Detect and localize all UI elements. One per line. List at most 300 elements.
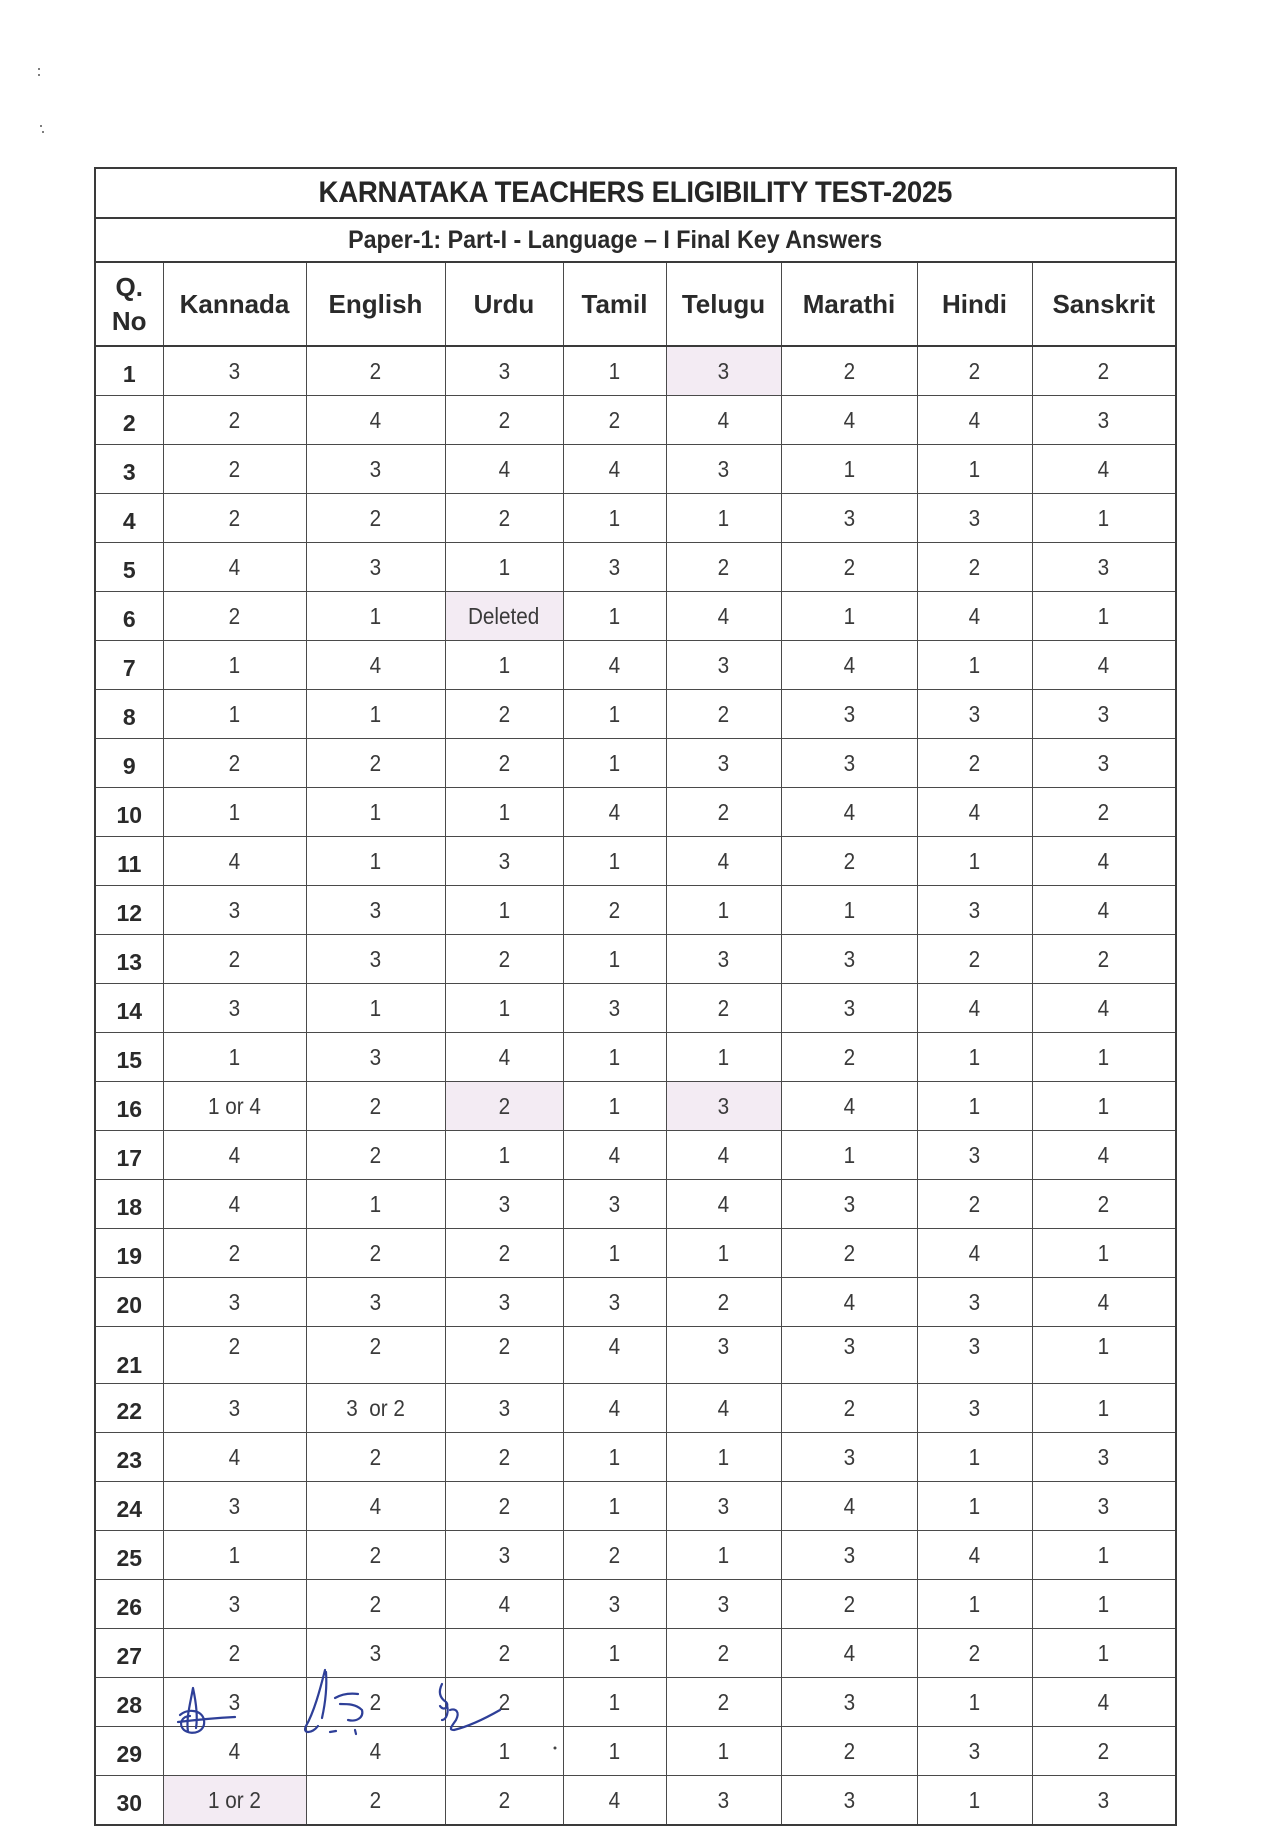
answer-cell-telugu bbox=[666, 346, 781, 396]
answer-value: 3 bbox=[369, 553, 382, 580]
answer-value: 1 bbox=[608, 1688, 621, 1715]
answer-value: 2 bbox=[369, 1141, 382, 1168]
table-row bbox=[96, 543, 1175, 592]
answer-cell-telugu bbox=[666, 837, 781, 886]
answer-cell-marathi bbox=[781, 1082, 917, 1131]
table-row bbox=[96, 886, 1175, 935]
answer-value: 3 bbox=[968, 700, 981, 727]
answer-value: 1 bbox=[608, 602, 621, 629]
answer-cell-kannada bbox=[163, 1278, 306, 1327]
answer-cell-hindi bbox=[917, 445, 1032, 494]
question-number: 3 bbox=[96, 445, 163, 494]
answer-cell-hindi bbox=[917, 1678, 1032, 1727]
answer-value: 1 bbox=[1097, 1239, 1110, 1266]
answer-value: 2 bbox=[498, 700, 510, 727]
answer-cell-urdu bbox=[445, 739, 563, 788]
answer-value: 1 bbox=[498, 1141, 510, 1168]
answer-value: 4 bbox=[608, 651, 621, 678]
answer-cell-kannada bbox=[163, 1180, 306, 1229]
answer-value: 1 bbox=[608, 1043, 621, 1070]
answer-cell-urdu bbox=[445, 1278, 563, 1327]
answer-cell-hindi bbox=[917, 1180, 1032, 1229]
answer-value: 3 bbox=[717, 1786, 730, 1813]
answer-cell-telugu bbox=[666, 886, 781, 935]
table-row bbox=[96, 1531, 1175, 1580]
answer-value: 3 bbox=[968, 1288, 981, 1315]
answer-value: 3 bbox=[968, 1394, 981, 1421]
answer-cell-tamil bbox=[563, 1180, 666, 1229]
answer-cell-marathi bbox=[781, 837, 917, 886]
answer-value: 4 bbox=[498, 1590, 510, 1617]
answer-value: 1 bbox=[717, 1443, 730, 1470]
signatures bbox=[150, 1660, 570, 1800]
answer-cell-kannada bbox=[163, 1229, 306, 1278]
answer-cell-marathi bbox=[781, 1327, 917, 1384]
answer-cell-hindi bbox=[917, 1727, 1032, 1776]
answer-value: 2 bbox=[498, 1092, 510, 1119]
answer-cell-sanskrit bbox=[1032, 445, 1175, 494]
answer-cell-kannada bbox=[163, 1327, 306, 1384]
answer-cell-kannada bbox=[163, 886, 306, 935]
answer-value: 3 bbox=[717, 945, 730, 972]
answer-value: 2 bbox=[717, 798, 730, 825]
answer-cell-kannada bbox=[163, 445, 306, 494]
answer-value: 3 bbox=[228, 1394, 241, 1421]
answer-value: 3 bbox=[608, 1190, 621, 1217]
answer-cell-sanskrit bbox=[1032, 1278, 1175, 1327]
answer-value: 1 bbox=[717, 1043, 730, 1070]
answer-value: 4 bbox=[843, 651, 855, 678]
answer-cell-tamil bbox=[563, 494, 666, 543]
answer-value: 1 bbox=[498, 1737, 510, 1764]
answer-cell-english bbox=[306, 739, 445, 788]
question-number: 5 bbox=[96, 543, 163, 592]
signature-1 bbox=[178, 1688, 235, 1733]
answer-value: 3 bbox=[717, 1333, 730, 1359]
question-number: 30 bbox=[96, 1776, 163, 1825]
answer-value: 1 bbox=[498, 896, 510, 923]
answer-value: 1 bbox=[968, 1092, 981, 1119]
answer-cell-kannada bbox=[163, 1531, 306, 1580]
answer-cell-english bbox=[306, 1482, 445, 1531]
answer-value: 2 bbox=[369, 1590, 382, 1617]
answer-cell-hindi bbox=[917, 1482, 1032, 1531]
answer-cell-marathi bbox=[781, 1433, 917, 1482]
answer-cell-hindi bbox=[917, 346, 1032, 396]
column-header-sanskrit: Sanskrit bbox=[1032, 263, 1175, 346]
answer-cell-telugu bbox=[666, 1033, 781, 1082]
answer-cell-marathi bbox=[781, 543, 917, 592]
answer-cell-sanskrit bbox=[1032, 1727, 1175, 1776]
answer-value: 2 bbox=[843, 1043, 855, 1070]
answer-cell-telugu bbox=[666, 494, 781, 543]
answer-value: 2 bbox=[968, 749, 981, 776]
answer-cell-sanskrit bbox=[1032, 788, 1175, 837]
answer-cell-telugu bbox=[666, 690, 781, 739]
document-subtitle: Paper-1: Part-I - Language – I Final Key Answers bbox=[348, 225, 883, 254]
answer-value: 2 bbox=[608, 896, 621, 923]
answer-value: 1 bbox=[608, 1239, 621, 1266]
answer-value: 1 bbox=[228, 1043, 241, 1070]
answer-value: 1 bbox=[228, 651, 241, 678]
answer-cell-marathi bbox=[781, 935, 917, 984]
question-number: 18 bbox=[96, 1180, 163, 1229]
answer-value: 2 bbox=[968, 1190, 981, 1217]
answer-value: 2 bbox=[717, 1688, 730, 1715]
question-number: 8 bbox=[96, 690, 163, 739]
table-row bbox=[96, 739, 1175, 788]
answer-cell-urdu bbox=[445, 1531, 563, 1580]
answer-value: 3 bbox=[228, 994, 241, 1021]
answer-value: 2 bbox=[369, 1239, 382, 1266]
answer-cell-english bbox=[306, 837, 445, 886]
qno-header-line: Q. bbox=[115, 272, 143, 302]
question-number: 14 bbox=[96, 984, 163, 1033]
answer-cell-tamil bbox=[563, 1482, 666, 1531]
answer-cell-hindi bbox=[917, 690, 1032, 739]
answer-value: 3 bbox=[608, 1590, 621, 1617]
answer-value: 1 bbox=[968, 1786, 981, 1813]
answer-cell-kannada bbox=[163, 1033, 306, 1082]
answer-cell-telugu bbox=[666, 1531, 781, 1580]
column-header-marathi: Marathi bbox=[781, 263, 917, 346]
answer-value: 2 bbox=[717, 1639, 730, 1666]
answer-cell-urdu bbox=[445, 788, 563, 837]
answer-cell-tamil bbox=[563, 739, 666, 788]
answer-cell-english bbox=[306, 886, 445, 935]
answer-cell-sanskrit bbox=[1032, 837, 1175, 886]
answer-value: 3 bbox=[843, 994, 855, 1021]
answer-value: 2 bbox=[228, 1333, 241, 1359]
question-number: 27 bbox=[96, 1629, 163, 1678]
answer-value: 3 bbox=[228, 357, 241, 384]
answer-value: 4 bbox=[369, 406, 382, 433]
answer-cell-urdu bbox=[445, 543, 563, 592]
table-row bbox=[96, 1278, 1175, 1327]
answer-value: 3 bbox=[608, 553, 621, 580]
answer-key-sheet bbox=[94, 167, 1177, 1826]
answer-cell-marathi bbox=[781, 1033, 917, 1082]
answer-cell-english bbox=[306, 1327, 445, 1384]
answer-cell-marathi bbox=[781, 445, 917, 494]
answer-cell-english bbox=[306, 592, 445, 641]
column-header-tamil: Tamil bbox=[563, 263, 666, 346]
answer-cell-kannada bbox=[163, 396, 306, 445]
answer-cell-urdu bbox=[445, 592, 563, 641]
answer-value: 2 bbox=[843, 847, 855, 874]
answer-value: 3 bbox=[369, 896, 382, 923]
answer-cell-sanskrit bbox=[1032, 739, 1175, 788]
answer-cell-tamil bbox=[563, 396, 666, 445]
answer-value: 2 bbox=[369, 1092, 382, 1119]
table-row bbox=[96, 1082, 1175, 1131]
answer-value: 3 bbox=[717, 651, 730, 678]
answer-value: 2 bbox=[369, 1786, 382, 1813]
answer-value: 4 bbox=[608, 798, 621, 825]
answer-value: 2 bbox=[228, 455, 241, 482]
answer-cell-marathi bbox=[781, 1131, 917, 1180]
answer-value: 4 bbox=[843, 1492, 855, 1519]
answer-value: 3 bbox=[717, 357, 730, 384]
answer-cell-sanskrit bbox=[1032, 1678, 1175, 1727]
answer-value: 3 bbox=[1097, 406, 1110, 433]
question-number: 28 bbox=[96, 1678, 163, 1727]
answer-value: 3 bbox=[369, 1639, 382, 1666]
answer-value: 3 bbox=[717, 1092, 730, 1119]
answer-cell-english bbox=[306, 690, 445, 739]
answer-value: 2 bbox=[369, 1443, 382, 1470]
answer-value: 1 bbox=[717, 504, 730, 531]
question-number: 12 bbox=[96, 886, 163, 935]
answer-cell-telugu bbox=[666, 1229, 781, 1278]
answer-value: Deleted bbox=[468, 602, 540, 629]
answer-cell-tamil bbox=[563, 445, 666, 494]
answer-cell-tamil bbox=[563, 788, 666, 837]
answer-value: 2 bbox=[228, 602, 241, 629]
answer-cell-english bbox=[306, 1384, 445, 1433]
scan-speck bbox=[38, 68, 40, 70]
answer-value: 2 bbox=[498, 1443, 510, 1470]
answer-value: 2 bbox=[843, 1394, 855, 1421]
answer-cell-tamil bbox=[563, 1531, 666, 1580]
answer-value: 3 bbox=[369, 455, 382, 482]
answer-value: 1 bbox=[498, 798, 510, 825]
column-header-qno bbox=[96, 263, 163, 346]
answer-value: 3 bbox=[369, 1043, 382, 1070]
question-number: 4 bbox=[96, 494, 163, 543]
answer-cell-sanskrit bbox=[1032, 543, 1175, 592]
question-number: 24 bbox=[96, 1482, 163, 1531]
answer-value: 2 bbox=[843, 1239, 855, 1266]
column-header-hindi: Hindi bbox=[917, 263, 1032, 346]
answer-value: 3 bbox=[498, 1541, 510, 1568]
answer-value: 3 bbox=[843, 945, 855, 972]
answer-cell-telugu bbox=[666, 1433, 781, 1482]
answer-value: 3 bbox=[717, 1492, 730, 1519]
answer-value: 1 bbox=[1097, 1639, 1110, 1666]
answer-cell-sanskrit bbox=[1032, 1180, 1175, 1229]
answer-cell-hindi bbox=[917, 984, 1032, 1033]
answer-value: 4 bbox=[608, 1333, 621, 1359]
answer-cell-sanskrit bbox=[1032, 1033, 1175, 1082]
answer-cell-sanskrit bbox=[1032, 494, 1175, 543]
answer-value: 1 bbox=[608, 1737, 621, 1764]
answer-cell-hindi bbox=[917, 1033, 1032, 1082]
table-row bbox=[96, 837, 1175, 886]
answer-cell-english bbox=[306, 984, 445, 1033]
answer-value: 2 bbox=[228, 749, 241, 776]
answer-value: 2 bbox=[498, 1492, 510, 1519]
answer-value: 4 bbox=[1097, 994, 1110, 1021]
answer-value: 4 bbox=[228, 847, 241, 874]
answer-value: 2 bbox=[717, 1288, 730, 1315]
answer-value: 1 bbox=[717, 1239, 730, 1266]
answer-value: 1 bbox=[1097, 602, 1110, 629]
answer-cell-english bbox=[306, 445, 445, 494]
answer-value: 1 bbox=[608, 1492, 621, 1519]
answer-cell-urdu bbox=[445, 1580, 563, 1629]
answer-value: 1 bbox=[717, 1541, 730, 1568]
answer-cell-urdu bbox=[445, 690, 563, 739]
question-number: 23 bbox=[96, 1433, 163, 1482]
answer-cell-marathi bbox=[781, 1180, 917, 1229]
answer-cell-tamil bbox=[563, 984, 666, 1033]
answer-cell-sanskrit bbox=[1032, 396, 1175, 445]
answer-cell-kannada bbox=[163, 1384, 306, 1433]
answer-value: 1 bbox=[717, 1737, 730, 1764]
answer-value: 1 bbox=[608, 700, 621, 727]
answer-cell-english bbox=[306, 788, 445, 837]
answer-cell-marathi bbox=[781, 1482, 917, 1531]
question-number: 17 bbox=[96, 1131, 163, 1180]
table-row bbox=[96, 1433, 1175, 1482]
answer-value: 2 bbox=[369, 1333, 382, 1359]
answer-value: 4 bbox=[498, 1043, 510, 1070]
answer-value: 2 bbox=[1097, 1190, 1110, 1217]
answer-value: 2 bbox=[608, 406, 621, 433]
answer-cell-telugu bbox=[666, 935, 781, 984]
answer-value: 3 bbox=[498, 847, 510, 874]
answer-value: 1 bbox=[968, 1590, 981, 1617]
answer-cell-hindi bbox=[917, 935, 1032, 984]
answer-value: 3 bbox=[228, 1688, 241, 1715]
answer-value: 1 bbox=[1097, 1333, 1110, 1359]
answer-cell-english bbox=[306, 1278, 445, 1327]
answer-value: 4 bbox=[228, 1443, 241, 1470]
answer-cell-english bbox=[306, 494, 445, 543]
answer-cell-telugu bbox=[666, 1278, 781, 1327]
answer-value: 2 bbox=[498, 504, 510, 531]
table-row bbox=[96, 1580, 1175, 1629]
scan-speck bbox=[42, 131, 44, 133]
answer-cell-marathi bbox=[781, 788, 917, 837]
answer-value: 4 bbox=[968, 994, 981, 1021]
answer-cell-kannada bbox=[163, 1580, 306, 1629]
answer-value: 2 bbox=[843, 1737, 855, 1764]
answer-cell-urdu bbox=[445, 1433, 563, 1482]
question-number: 1 bbox=[96, 346, 163, 396]
answer-cell-hindi bbox=[917, 1384, 1032, 1433]
answer-cell-hindi bbox=[917, 641, 1032, 690]
answer-value: 3 bbox=[498, 1190, 510, 1217]
answer-value: 4 bbox=[1097, 847, 1110, 874]
answer-cell-tamil bbox=[563, 1433, 666, 1482]
answer-value: 4 bbox=[1097, 1141, 1110, 1168]
answer-cell-urdu bbox=[445, 1384, 563, 1433]
answer-value: 3 bbox=[843, 700, 855, 727]
answer-cell-hindi bbox=[917, 739, 1032, 788]
answer-cell-sanskrit bbox=[1032, 886, 1175, 935]
question-number: 21 bbox=[96, 1327, 163, 1384]
answer-value: 4 bbox=[968, 798, 981, 825]
question-number: 16 bbox=[96, 1082, 163, 1131]
answer-cell-tamil bbox=[563, 935, 666, 984]
answer-value: 1 bbox=[968, 1043, 981, 1070]
answer-value: 4 bbox=[369, 1492, 382, 1519]
answer-cell-english bbox=[306, 543, 445, 592]
answer-value: 4 bbox=[1097, 1688, 1110, 1715]
answer-value: 1 or 4 bbox=[208, 1092, 261, 1119]
answer-value: 1 bbox=[968, 455, 981, 482]
answer-value: 1 bbox=[608, 504, 621, 531]
answer-value: 2 bbox=[843, 357, 855, 384]
answer-cell-marathi bbox=[781, 984, 917, 1033]
answer-cell-telugu bbox=[666, 1327, 781, 1384]
answer-cell-telugu bbox=[666, 1629, 781, 1678]
answer-cell-telugu bbox=[666, 1678, 781, 1727]
question-number: 26 bbox=[96, 1580, 163, 1629]
stray-dot bbox=[554, 1747, 557, 1750]
answer-value: 1 bbox=[843, 896, 855, 923]
answer-cell-tamil bbox=[563, 1727, 666, 1776]
answer-cell-hindi bbox=[917, 396, 1032, 445]
answer-cell-urdu bbox=[445, 1229, 563, 1278]
answer-cell-marathi bbox=[781, 1727, 917, 1776]
answer-cell-marathi bbox=[781, 1678, 917, 1727]
answer-value: 2 bbox=[498, 749, 510, 776]
answer-cell-tamil bbox=[563, 641, 666, 690]
answer-value: 1 bbox=[498, 994, 510, 1021]
answer-value: 4 bbox=[369, 651, 382, 678]
answer-cell-kannada bbox=[163, 641, 306, 690]
answer-value: 1 bbox=[498, 553, 510, 580]
answer-value: 2 bbox=[1097, 1737, 1110, 1764]
answer-cell-urdu bbox=[445, 935, 563, 984]
answer-cell-sanskrit bbox=[1032, 1580, 1175, 1629]
question-number: 15 bbox=[96, 1033, 163, 1082]
answer-value: 3 bbox=[717, 1590, 730, 1617]
answer-cell-marathi bbox=[781, 1629, 917, 1678]
answer-cell-sanskrit bbox=[1032, 641, 1175, 690]
answer-value: 4 bbox=[717, 602, 730, 629]
answer-value: 2 bbox=[968, 1639, 981, 1666]
answer-value: 2 bbox=[228, 406, 241, 433]
answer-value: 3 bbox=[1097, 700, 1110, 727]
column-header-english: English bbox=[306, 263, 445, 346]
answer-cell-tamil bbox=[563, 592, 666, 641]
answer-cell-telugu bbox=[666, 445, 781, 494]
answer-cell-kannada bbox=[163, 543, 306, 592]
column-header-kannada: Kannada bbox=[163, 263, 306, 346]
answer-cell-tamil bbox=[563, 1229, 666, 1278]
answer-cell-kannada bbox=[163, 984, 306, 1033]
answer-value: 4 bbox=[843, 1092, 855, 1119]
table-row bbox=[96, 1033, 1175, 1082]
answer-cell-urdu bbox=[445, 641, 563, 690]
answer-value: 4 bbox=[968, 406, 981, 433]
answer-cell-hindi bbox=[917, 494, 1032, 543]
answer-cell-hindi bbox=[917, 1433, 1032, 1482]
answer-cell-telugu bbox=[666, 1082, 781, 1131]
answer-cell-urdu bbox=[445, 396, 563, 445]
answer-value: 1 bbox=[968, 651, 981, 678]
answer-value: 2 bbox=[717, 994, 730, 1021]
signature-2 bbox=[305, 1670, 362, 1734]
answer-cell-kannada bbox=[163, 739, 306, 788]
answer-cell-marathi bbox=[781, 1229, 917, 1278]
table-row bbox=[96, 592, 1175, 641]
answer-value: 3 bbox=[228, 896, 241, 923]
answer-value: 1 bbox=[228, 1541, 241, 1568]
answer-value: 1 bbox=[968, 1492, 981, 1519]
answer-value: 3 bbox=[843, 1541, 855, 1568]
answer-value: 2 bbox=[498, 1239, 510, 1266]
answer-value: 4 bbox=[1097, 455, 1110, 482]
answer-value: 4 bbox=[1097, 896, 1110, 923]
answer-cell-hindi bbox=[917, 1082, 1032, 1131]
answer-value: 1 bbox=[968, 1688, 981, 1715]
answer-value: 2 bbox=[717, 700, 730, 727]
